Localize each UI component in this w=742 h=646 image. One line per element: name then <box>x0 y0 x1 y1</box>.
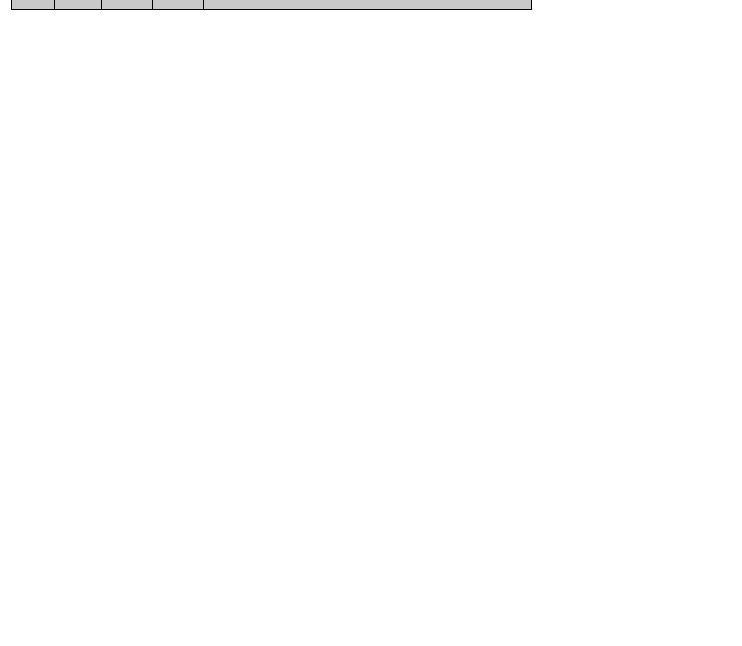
section-body <box>12 0 532 9</box>
section-empty-name <box>204 0 532 9</box>
section-count <box>102 0 153 9</box>
section-title <box>55 0 102 9</box>
section-empty-num <box>153 0 204 9</box>
section-number <box>12 0 55 9</box>
section-header-row <box>12 0 532 9</box>
candidate-table <box>11 0 532 10</box>
